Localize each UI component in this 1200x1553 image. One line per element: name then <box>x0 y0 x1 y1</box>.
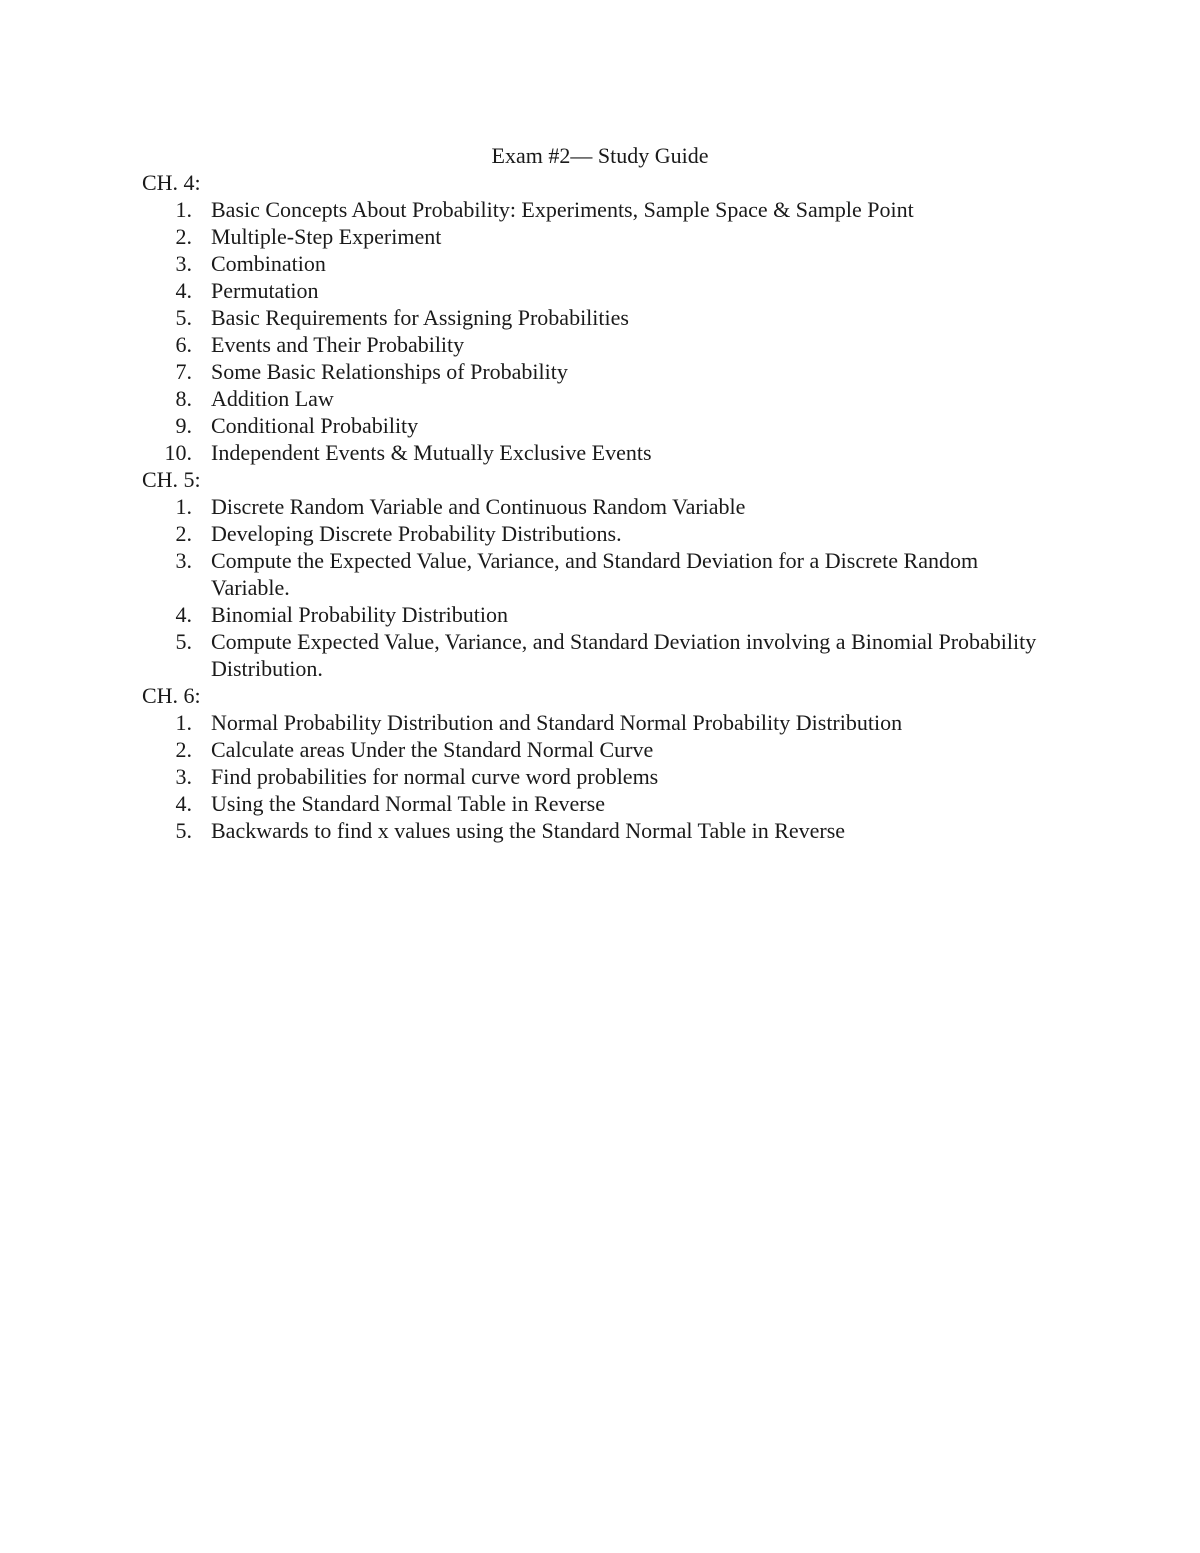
list-item-text: Addition Law <box>211 386 334 411</box>
list-item-number: 1. <box>175 494 192 519</box>
list-item <box>142 331 1042 358</box>
chapter-section <box>142 466 1042 682</box>
list-item <box>142 250 1042 277</box>
list-item-number: 2. <box>175 224 192 249</box>
list-item-text: Compute Expected Value, Variance, and Standard Deviation involving a Binomial Probability Distribution. <box>211 629 1037 681</box>
list-item <box>142 520 1042 547</box>
list-item-text: Backwards to find x values using the Standard Normal Table in Reverse <box>211 818 846 843</box>
chapter-heading: CH. 6: <box>142 683 201 708</box>
list-item-text: Multiple-Step Experiment <box>211 224 442 249</box>
list-item-number: 3. <box>175 548 192 573</box>
topic-list <box>142 493 1042 682</box>
list-item-text: Some Basic Relationships of Probability <box>211 359 568 384</box>
chapter-heading: CH. 4: <box>142 170 201 195</box>
chapter-section <box>142 682 1042 844</box>
list-item-number: 10. <box>164 440 192 465</box>
list-item <box>142 790 1042 817</box>
topic-list <box>142 709 1042 844</box>
topic-list <box>142 196 1042 466</box>
list-item-number: 3. <box>175 251 192 276</box>
chapter-section <box>142 169 1042 466</box>
list-item <box>142 817 1042 844</box>
list-item-number: 8. <box>175 386 192 411</box>
list-item <box>142 439 1042 466</box>
list-item <box>142 601 1042 628</box>
list-item-number: 6. <box>175 332 192 357</box>
list-item-text: Normal Probability Distribution and Standard Normal Probability Distribution <box>211 710 903 735</box>
list-item-number: 1. <box>175 710 192 735</box>
list-item <box>142 385 1042 412</box>
list-item-text: Discrete Random Variable and Continuous Random Variable <box>211 494 746 519</box>
document-body <box>142 169 1042 844</box>
list-item-text: Using the Standard Normal Table in Reverse <box>211 791 605 816</box>
list-item-text: Events and Their Probability <box>211 332 465 357</box>
chapter-heading: CH. 5: <box>142 467 201 492</box>
list-item-number: 7. <box>175 359 192 384</box>
list-item <box>142 223 1042 250</box>
list-item-number: 3. <box>175 764 192 789</box>
list-item-number: 5. <box>175 305 192 330</box>
list-item <box>142 493 1042 520</box>
list-item-text: Compute the Expected Value, Variance, and Standard Deviation for a Discrete Random Variable. <box>211 548 979 600</box>
list-item-number: 4. <box>175 278 192 303</box>
list-item-text: Basic Requirements for Assigning Probabilities <box>211 305 629 330</box>
list-item <box>142 736 1042 763</box>
list-item-number: 5. <box>175 629 192 654</box>
list-item-text: Combination <box>211 251 326 276</box>
list-item-text: Conditional Probability <box>211 413 419 438</box>
list-item-text: Developing Discrete Probability Distributions. <box>211 521 622 546</box>
list-item <box>142 304 1042 331</box>
list-item-text: Basic Concepts About Probability: Experiments, Sample Space & Sample Point <box>211 197 914 222</box>
list-item-number: 5. <box>175 818 192 843</box>
list-item-number: 4. <box>175 602 192 627</box>
list-item <box>142 412 1042 439</box>
list-item <box>142 196 1042 223</box>
list-item-number: 1. <box>175 197 192 222</box>
list-item-number: 2. <box>175 737 192 762</box>
page-title: Exam #2— Study Guide <box>491 143 709 168</box>
list-item <box>142 709 1042 736</box>
list-item <box>142 628 1042 682</box>
list-item-text: Binomial Probability Distribution <box>211 602 508 627</box>
list-item <box>142 277 1042 304</box>
list-item <box>142 358 1042 385</box>
list-item-number: 4. <box>175 791 192 816</box>
list-item-text: Find probabilities for normal curve word problems <box>211 764 659 789</box>
list-item <box>142 547 1042 601</box>
list-item-text: Calculate areas Under the Standard Normal Curve <box>211 737 654 762</box>
list-item-text: Permutation <box>211 278 319 303</box>
list-item <box>142 763 1042 790</box>
list-item-number: 2. <box>175 521 192 546</box>
list-item-text: Independent Events & Mutually Exclusive Events <box>211 440 652 465</box>
list-item-number: 9. <box>175 413 192 438</box>
